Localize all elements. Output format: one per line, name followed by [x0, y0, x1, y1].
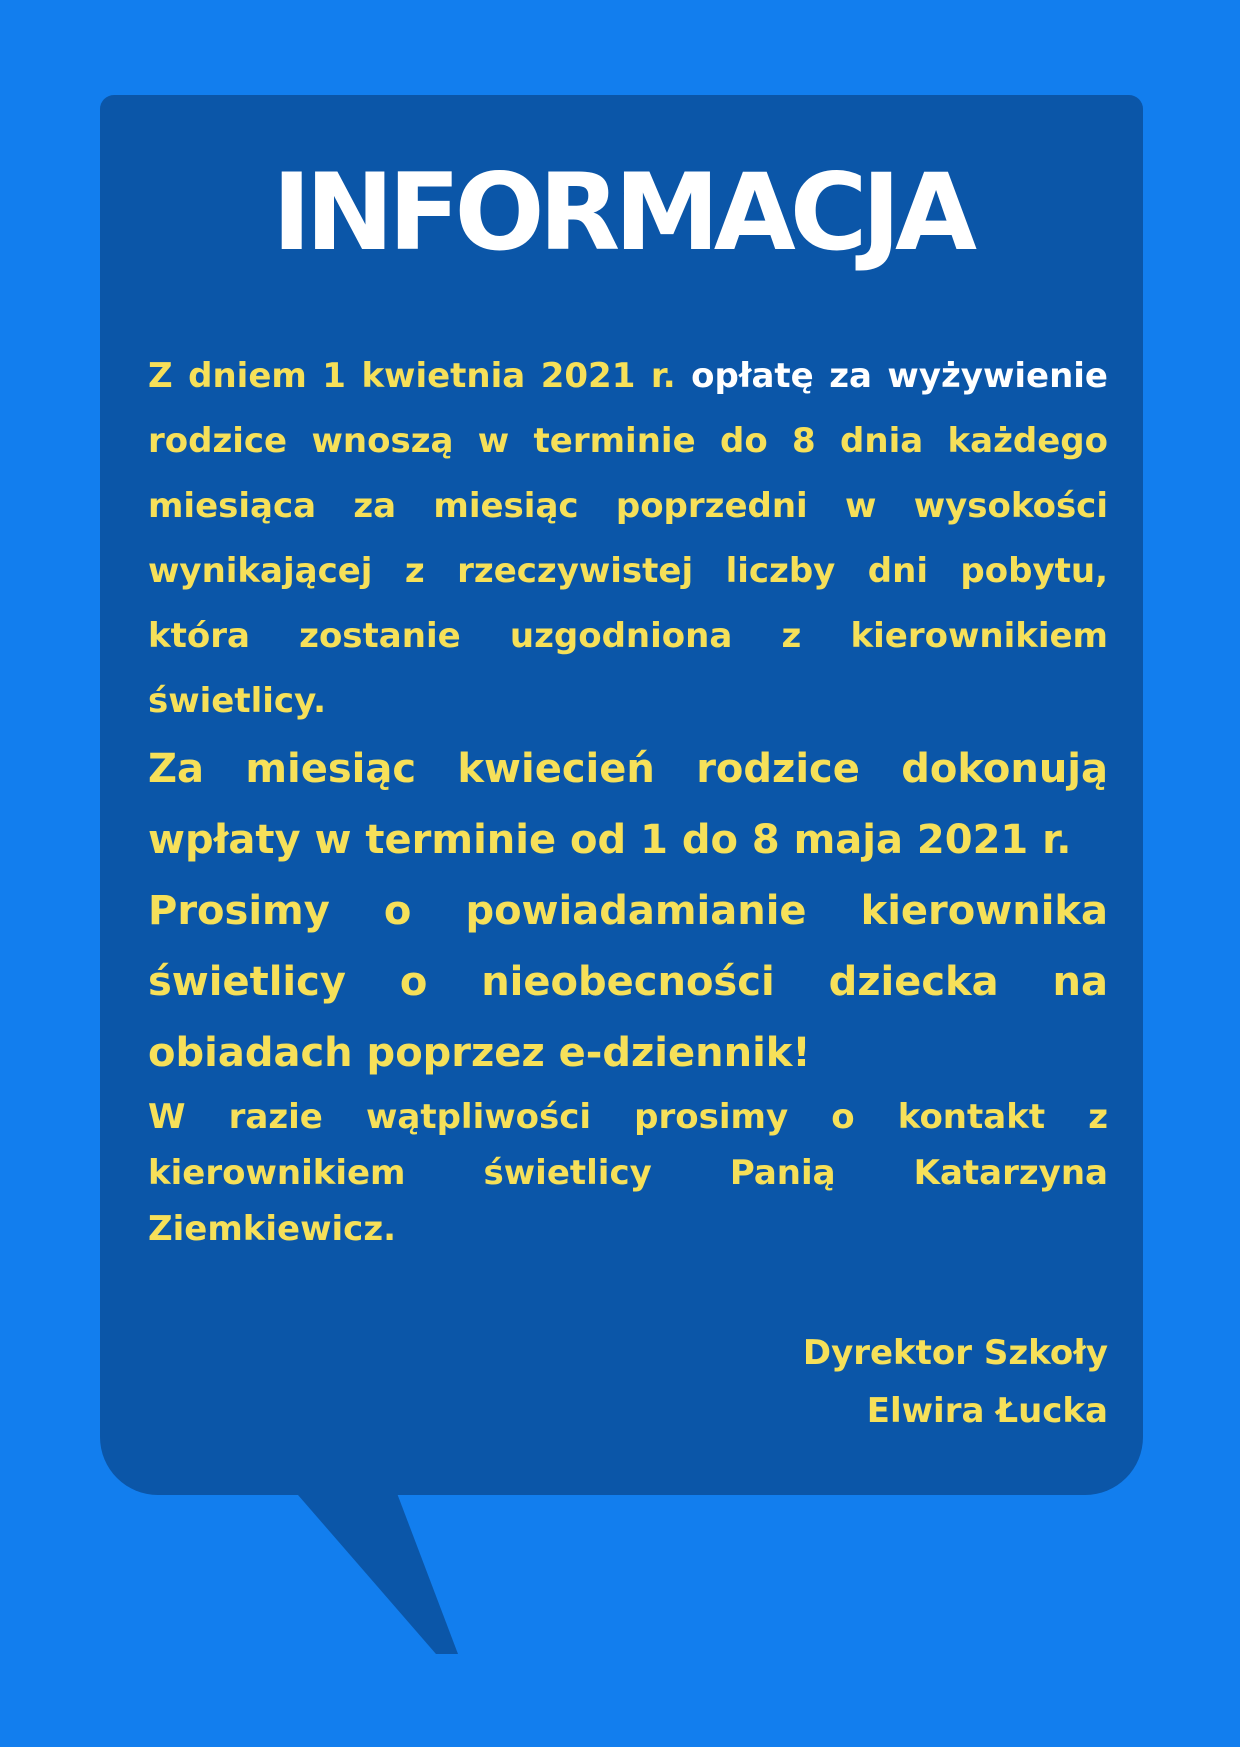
paragraph-payment-terms-part2: rodzice wnoszą w terminie do 8 dnia każdego miesiąca za miesiąc poprzedni w wysokości wynikającej z rzeczywistej liczby dni pobytu, która zostanie uzgodniona z kierownikiem świetlicy.	[148, 421, 1108, 721]
signature	[803, 1324, 1108, 1440]
notice-body	[148, 344, 1108, 1257]
page-title: INFORMACJA	[271, 151, 972, 274]
paragraph-absence-notice: Prosimy o powiadamianie kierownika świetlicy o nieobecności dziecka na obiadach poprzez e-dziennik!	[148, 888, 1108, 1076]
paragraph-april-payment: Za miesiąc kwiecień rodzice dokonują wpłaty w terminie od 1 do 8 maja 2021 r.	[148, 746, 1108, 863]
paragraph-contact: W razie wątpliwości prosimy o kontakt z kierownikiem świetlicy Panią Katarzyna Ziemkiewicz.	[148, 1097, 1108, 1249]
highlight-meal-fee: opłatę za wyżywienie	[691, 356, 1108, 396]
paragraph-payment-terms-part1: Z dniem 1 kwietnia 2021 r.	[148, 356, 692, 396]
paragraph-payment-terms	[148, 344, 1108, 734]
signature-name: Elwira Łucka	[866, 1391, 1108, 1431]
signature-role: Dyrektor Szkoły	[802, 1333, 1108, 1373]
